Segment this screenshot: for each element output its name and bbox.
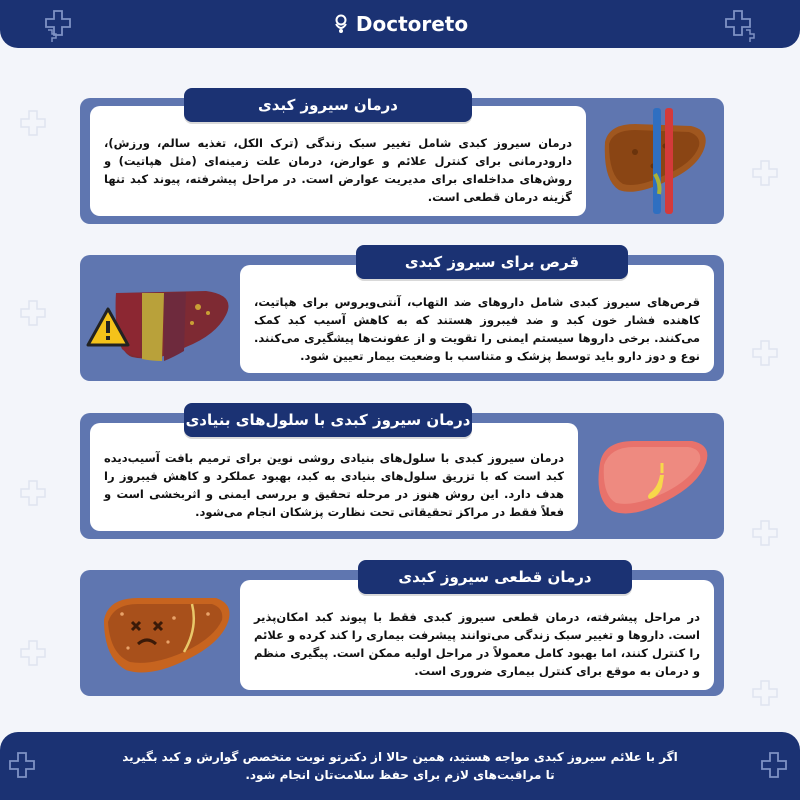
card-title-pill: درمان قطعی سیروز کبدی [358,560,632,594]
medical-cross-icon [752,160,778,186]
diseased-liver-illustration [86,273,238,375]
card-cirrhosis-pills [80,255,724,381]
healthy-liver-illustration [588,427,716,531]
card-definitive-treatment [80,570,724,696]
medical-cross-icon [752,520,778,546]
liver-with-vessels-icon [595,104,715,218]
card-text: در مراحل پیشرفته، درمان قطعی سیروز کبدی فقط با پیوند کبد امکان‌پذیر است. داروها و تغییر سبک زندگی می‌توانند پیشرفت بیماری را کند کرده و علائم را کنترل کنند، اما بهبود کامل معمولاً در مراحل اولیه ممکن است. پیگیری منظم و درمان به موقع برای کنترل بیماری ضروری است. [240,580,714,690]
card-title-pill: قرص برای سیروز کبدی [356,245,628,279]
sad-liver-icon [98,588,234,688]
card-stem-cell-treatment [80,413,724,539]
medical-cross-icon [20,300,46,326]
card-title-pill: درمان سیروز کبدی با سلول‌های بنیادی [184,403,472,437]
sad-liver-illustration [98,588,234,688]
medical-cross-icon [20,480,46,506]
card-cirrhosis-treatment [80,98,724,224]
medical-cross-icon [722,8,756,42]
medical-cross-icon [752,340,778,366]
medical-cross-icon [20,110,46,136]
card-text: درمان سیروز کبدی شامل تغییر سبک زندگی (ترک الکل، تغذیه سالم، ورزش)، دارودرمانی برای کنترل علائم و عوارض، درمان علت زمینه‌ای (مثل هپاتیت) و روش‌های مداخله‌ای برای مدیریت عوارض است. در مراحل پیشرفته، پیوند کبد تنها گزینه درمان قطعی است. [90,106,586,216]
header-bar [0,0,800,48]
card-text: درمان سیروز کبدی با سلول‌های بنیادی روشی نوین برای ترمیم بافت آسیب‌دیده کبد است که با تزریق سلول‌های بنیادی به کبد، بهبود عملکرد و کاهش فیبروز را هدف دارد. این روش هنوز در مرحله تحقیق و بررسی ایمنی و اثربخشی است و فعلاً فقط در مراکز تحقیقاتی تحت نظارت پزشکان انجام می‌شود. [90,423,578,531]
medical-cross-icon [758,750,792,784]
medical-cross-icon [20,640,46,666]
card-title-pill: درمان سیروز کبدی [184,88,472,122]
diseased-liver-warning-icon [86,273,238,375]
footer-bar [0,732,800,800]
medical-cross-icon [6,750,40,784]
liver-with-vessels-illustration [595,104,715,218]
healthy-liver-icon [588,427,716,531]
doctoreto-logo-icon [332,14,350,34]
brand-logo[interactable] [332,12,468,36]
brand-name: Doctoreto [355,12,469,36]
card-text: قرص‌های سیروز کبدی شامل داروهای ضد التهاب، آنتی‌ویروس برای هپاتیت، کاهنده فشار خون کبد و ضد فیبروز هستند که به کاهش آسیب کبد کمک می‌کنند. برخی داروها سیستم ایمنی را تقویت و از عفونت‌ها پیشگیری می‌کنند. نوع و دوز دارو باید توسط پزشک و متناسب با وضعیت بیمار تعیین شود. [240,265,714,373]
medical-cross-icon [42,8,76,42]
medical-cross-icon [752,680,778,706]
footer-cta-text: اگر با علائم سیروز کبدی مواجه هستید، همین حالا از دکترتو نوبت متخصص گوارش و کبد بگیرید تا مراقبت‌های لازم برای حفظ سلامت‌تان انجام شود. [122,750,678,782]
